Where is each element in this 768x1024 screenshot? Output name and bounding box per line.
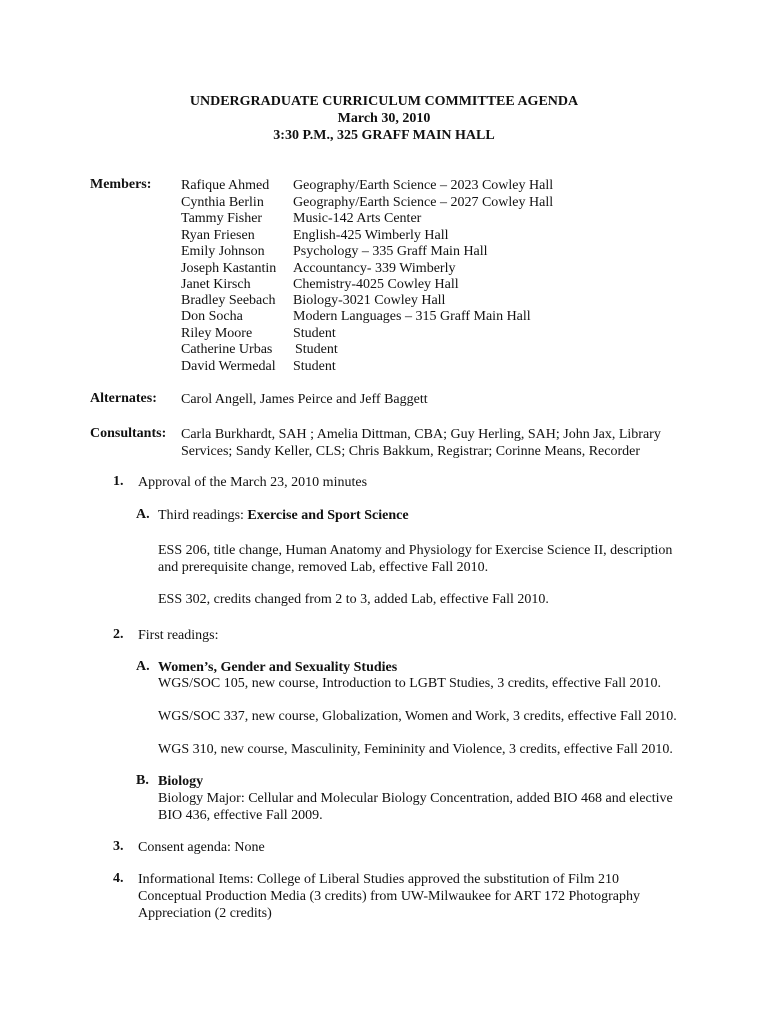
sub-item-prefix: Third readings: [158, 508, 248, 523]
consultants-text [181, 426, 661, 460]
item-number: 4. [113, 871, 124, 886]
member-name: Catherine Urbas [181, 342, 273, 357]
item-text: Approval of the March 23, 2010 minutes [138, 475, 368, 490]
alternates-label: Alternates: [90, 391, 157, 406]
course-entry: ESS 302, credits changed from 2 to 3, added Lab, effective Fall 2010. [158, 592, 549, 607]
consultants-label: Consultants: [90, 426, 167, 441]
item-text-line: Informational Items: College of Liberal Studies approved the substitution of Film 210 [138, 872, 619, 887]
item-text [138, 871, 640, 922]
member-name: Joseph Kastantin [181, 261, 277, 276]
sub-item-heading: Women’s, Gender and Sexuality Studies [158, 660, 398, 675]
sub-item-letter: B. [136, 773, 149, 788]
member-dept: Modern Languages – 315 Graff Main Hall [293, 309, 531, 324]
item-text: Consent agenda: None [138, 840, 265, 855]
item-number: 1. [113, 474, 124, 489]
members-label: Members: [90, 177, 152, 192]
agenda-date: March 30, 2010 [337, 111, 431, 126]
member-dept: English-425 Wimberly Hall [293, 228, 449, 243]
course-entry-line: Biology Major: Cellular and Molecular Biology Concentration, added BIO 468 and elective [158, 791, 673, 806]
member-dept: Music-142 Arts Center [293, 211, 422, 226]
course-entry: WGS/SOC 105, new course, Introduction to LGBT Studies, 3 credits, effective Fall 2010. [158, 676, 662, 691]
member-name: Ryan Friesen [181, 228, 255, 243]
item-text-line: Conceptual Production Media (3 credits) from UW-Milwaukee for ART 172 Photography [138, 889, 641, 904]
course-entry [158, 790, 673, 824]
agenda-header [0, 93, 768, 144]
member-name: Bradley Seebach [181, 293, 276, 308]
sub-item-heading-line [158, 507, 409, 524]
consultants-line: Carla Burkhardt, SAH ; Amelia Dittman, CBA; Guy Herling, SAH; John Jax, Library [181, 427, 661, 442]
sub-item-letter: A. [136, 659, 150, 674]
member-name: Tammy Fisher [181, 211, 263, 226]
member-name: Riley Moore [181, 326, 253, 341]
member-dept: Student [293, 326, 336, 341]
alternates-text: Carol Angell, James Peirce and Jeff Baggett [181, 392, 428, 407]
member-dept: Biology-3021 Cowley Hall [293, 293, 446, 308]
sub-item-letter: A. [136, 507, 150, 522]
member-dept: Psychology – 335 Graff Main Hall [293, 244, 488, 259]
member-dept: Student [295, 342, 338, 357]
member-dept: Chemistry-4025 Cowley Hall [293, 277, 459, 292]
member-name: Cynthia Berlin [181, 195, 264, 210]
consultants-line: Services; Sandy Keller, CLS; Chris Bakkum, Registrar; Corinne Means, Recorder [181, 444, 641, 459]
item-text: First readings: [138, 628, 219, 643]
course-entry: WGS 310, new course, Masculinity, Femininity and Violence, 3 credits, effective Fall 2010. [158, 742, 673, 757]
sub-item-heading: Exercise and Sport Science [247, 508, 409, 523]
course-entry-line: ESS 206, title change, Human Anatomy and Physiology for Exercise Science II, description [158, 543, 673, 558]
agenda-title: UNDERGRADUATE CURRICULUM COMMITTEE AGENDA [189, 94, 579, 109]
member-dept: Geography/Earth Science – 2027 Cowley Hall [293, 195, 554, 210]
item-text-line: Appreciation (2 credits) [138, 906, 272, 921]
course-entry-line: BIO 436, effective Fall 2009. [158, 808, 323, 823]
course-entry: WGS/SOC 337, new course, Globalization, Women and Work, 3 credits, effective Fall 2010. [158, 709, 677, 724]
member-dept: Geography/Earth Science – 2023 Cowley Hall [293, 178, 554, 193]
member-dept: Accountancy- 339 Wimberly [293, 261, 456, 276]
member-dept: Student [293, 359, 336, 374]
member-name: Rafique Ahmed [181, 178, 270, 193]
member-name: Emily Johnson [181, 244, 265, 259]
member-name: Janet Kirsch [181, 277, 251, 292]
agenda-time-place: 3:30 P.M., 325 GRAFF MAIN HALL [273, 128, 495, 143]
sub-item-heading: Biology [158, 774, 204, 789]
item-number: 3. [113, 839, 124, 854]
course-entry [158, 542, 672, 576]
member-name: Don Socha [181, 309, 243, 324]
member-name: David Wermedal [181, 359, 276, 374]
course-entry-line: and prerequisite change, removed Lab, effective Fall 2010. [158, 560, 489, 575]
item-number: 2. [113, 627, 124, 642]
